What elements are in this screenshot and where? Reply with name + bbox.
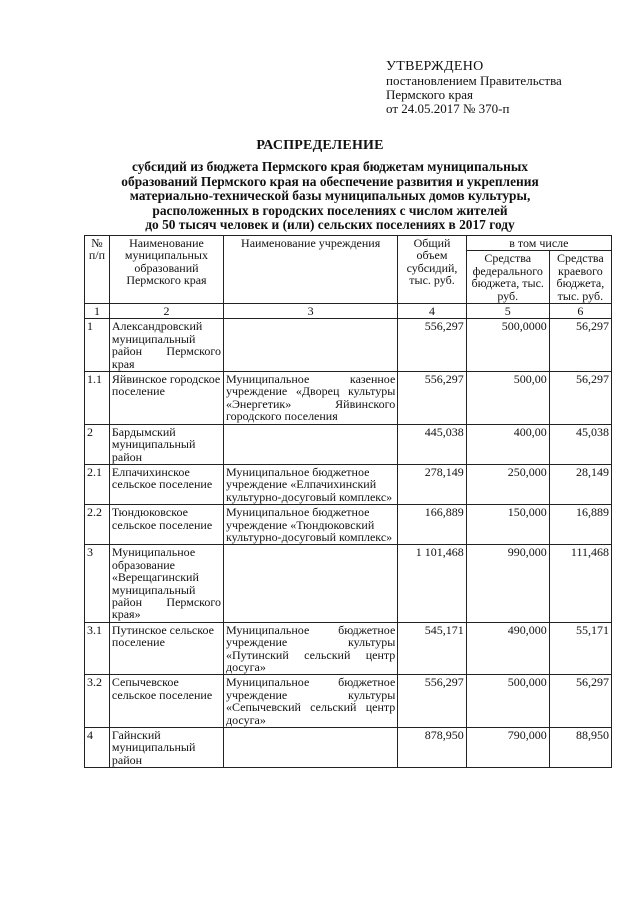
header-including: в том числе (466, 236, 611, 251)
row-municipality: Александровский муниципальный район Пермского края (109, 319, 223, 372)
subtitle-line: до 50 тысяч человек и (или) сельских поселениях в 2017 году (145, 217, 515, 232)
column-number: 1 (85, 304, 110, 319)
table-row (85, 728, 612, 768)
table-row (85, 622, 612, 675)
table-row (85, 675, 612, 728)
subtitle-line: расположенных в городских поселениях с числом жителей (152, 202, 508, 218)
header-federal: Средства федерального бюджета, тыс. руб. (466, 251, 549, 304)
column-number: 2 (109, 304, 223, 319)
row-federal: 990,000 (466, 545, 549, 622)
row-federal: 150,000 (466, 505, 549, 545)
table-row (85, 545, 612, 622)
table-row (85, 319, 612, 372)
header-regional: Средства краевого бюджета, тыс. руб. (549, 251, 611, 304)
row-institution (224, 545, 398, 622)
row-municipality: Яйвинское городское поселение (109, 372, 223, 425)
row-institution: Муниципальное бюджетное учреждение культуры «Сепычевский сельский центр досуга» (224, 675, 398, 728)
row-municipality: Бардымский муниципальный район (109, 424, 223, 464)
row-total: 556,297 (398, 319, 466, 372)
row-regional: 16,889 (549, 505, 611, 545)
row-institution (224, 728, 398, 768)
row-num: 1 (85, 319, 110, 372)
row-municipality: Гайнский муниципальный район (109, 728, 223, 768)
row-total: 556,297 (398, 675, 466, 728)
row-regional: 56,297 (549, 675, 611, 728)
row-regional: 111,468 (549, 545, 611, 622)
subtitle-line: материально-технической базы муниципальных домов культуры, (129, 188, 531, 203)
row-regional: 55,171 (549, 622, 611, 675)
table-row (85, 372, 612, 425)
column-number: 3 (224, 304, 398, 319)
row-total: 545,171 (398, 622, 466, 675)
row-regional: 56,297 (549, 319, 611, 372)
header-municipality: Наименование муниципальных образований Пермского края (109, 236, 223, 304)
row-regional: 28,149 (549, 464, 611, 504)
row-federal: 500,0000 (466, 319, 549, 372)
row-num: 2 (85, 424, 110, 464)
row-total: 278,149 (398, 464, 466, 504)
header-institution: Наименование учреждения (224, 236, 398, 304)
row-municipality: Елпачихинское сельское поселение (109, 464, 223, 504)
row-num: 3.1 (85, 622, 110, 675)
row-federal: 500,000 (466, 675, 549, 728)
approval-title: УТВЕРЖДЕНО (386, 59, 484, 74)
row-total: 445,038 (398, 424, 466, 464)
row-total: 166,889 (398, 505, 466, 545)
table-row (85, 464, 612, 504)
column-number: 5 (466, 304, 549, 319)
row-num: 4 (85, 728, 110, 768)
document-subtitle (90, 160, 570, 233)
row-regional: 88,950 (549, 728, 611, 768)
row-total: 556,297 (398, 372, 466, 425)
row-municipality: Сепычевское сельское поселение (109, 675, 223, 728)
row-num: 3 (85, 545, 110, 622)
row-federal: 790,000 (466, 728, 549, 768)
row-federal: 250,000 (466, 464, 549, 504)
table-row (85, 424, 612, 464)
row-num: 2.2 (85, 505, 110, 545)
row-institution: Муниципальное бюджетное учреждение культуры «Путинский сельский центр досуга» (224, 622, 398, 675)
approval-line-2: Пермского края (386, 87, 473, 102)
column-number: 6 (549, 304, 611, 319)
row-total: 878,950 (398, 728, 466, 768)
distribution-table (84, 235, 612, 768)
row-num: 2.1 (85, 464, 110, 504)
row-municipality: Муниципальное образование «Верещагинский муниципальный район Пермского края» (109, 545, 223, 622)
row-municipality: Путинское сельское поселение (109, 622, 223, 675)
row-num: 3.2 (85, 675, 110, 728)
row-num: 1.1 (85, 372, 110, 425)
row-total: 1 101,468 (398, 545, 466, 622)
row-federal: 490,000 (466, 622, 549, 675)
column-number: 4 (398, 304, 466, 319)
document-heading: РАСПРЕДЕЛЕНИЕ (256, 138, 384, 153)
row-institution (224, 424, 398, 464)
row-institution: Муниципальное казенное учреждение «Дворец культуры «Энергетик» Яйвинского городского поселения (224, 372, 398, 425)
subtitle-line: образований Пермского края на обеспечение развития и укрепления (121, 173, 539, 189)
table-row (85, 505, 612, 545)
row-municipality: Тюндюковское сельское поселение (109, 505, 223, 545)
header-total: Общий объем субсидий, тыс. руб. (398, 236, 466, 304)
approval-line-1: постановлением Правительства (386, 73, 562, 88)
row-federal: 500,00 (466, 372, 549, 425)
approval-line-3: от 24.05.2017 № 370-п (386, 101, 510, 116)
subtitle-line: субсидий из бюджета Пермского края бюджетам муниципальных (132, 159, 528, 174)
row-regional: 45,038 (549, 424, 611, 464)
column-number-row (85, 304, 612, 319)
row-institution (224, 319, 398, 372)
approval-block (386, 60, 626, 116)
row-federal: 400,00 (466, 424, 549, 464)
row-institution: Муниципальное бюджетное учреждение «Тюндюковский культурно-досуговый комплекс» (224, 505, 398, 545)
row-institution: Муниципальное бюджетное учреждение «Елпачихинский культурно-досуговый комплекс» (224, 464, 398, 504)
header-num: № п/п (85, 236, 110, 304)
row-regional: 56,297 (549, 372, 611, 425)
